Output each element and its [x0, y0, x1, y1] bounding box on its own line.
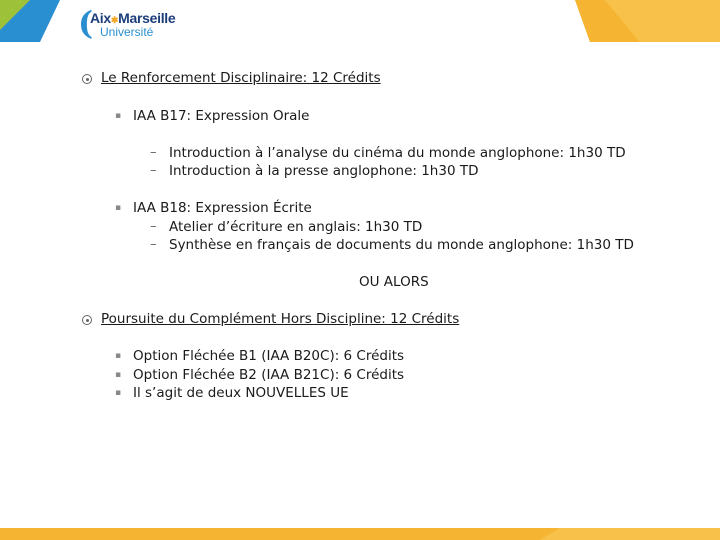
square-bullet-icon: ▪ [115, 370, 122, 380]
footer-banner [0, 528, 720, 540]
section1-title: Le Renforcement Disciplinaire: 12 Crédits [101, 70, 381, 86]
list-item: Option Fléchée B2 (IAA B21C): 6 Crédits [133, 367, 405, 383]
sub-item: Atelier d’écriture en anglais: 1h30 TD [169, 219, 423, 235]
section2-title: Poursuite du Complément Hors Discipline: 12 Crédits [101, 311, 460, 327]
sub-item: Introduction à l’analyse du cinéma du monde anglophone: 1h30 TD [169, 145, 626, 161]
sub-item: Synthèse en français de documents du monde anglophone: 1h30 TD [169, 237, 634, 253]
dash-bullet-icon: – [150, 163, 157, 178]
list-item: Il s’agit de deux NOUVELLES UE [133, 385, 349, 401]
square-bullet-icon: ▪ [115, 351, 122, 361]
square-bullet-icon: ▪ [115, 388, 122, 398]
logo-subtitle: Université [100, 25, 154, 39]
separator-text: OU ALORS [359, 274, 429, 290]
dash-bullet-icon: – [150, 237, 157, 252]
item-iaa-b18: IAA B18: Expression Écrite [133, 200, 312, 216]
sub-item: Introduction à la presse anglophone: 1h30 TD [169, 163, 479, 179]
dash-bullet-icon: – [150, 145, 157, 160]
circle-bullet-icon [82, 74, 92, 84]
item-iaa-b17: IAA B17: Expression Orale [133, 108, 310, 124]
square-bullet-icon: ▪ [115, 111, 122, 121]
square-bullet-icon: ▪ [115, 203, 122, 213]
logo-name: Aix✱Marseille [90, 10, 176, 26]
dash-bullet-icon: – [150, 219, 157, 234]
circle-bullet-icon [82, 315, 92, 325]
university-logo: ( Aix✱Marseille Université [78, 4, 176, 42]
list-item: Option Fléchée B1 (IAA B20C): 6 Crédits [133, 348, 405, 364]
